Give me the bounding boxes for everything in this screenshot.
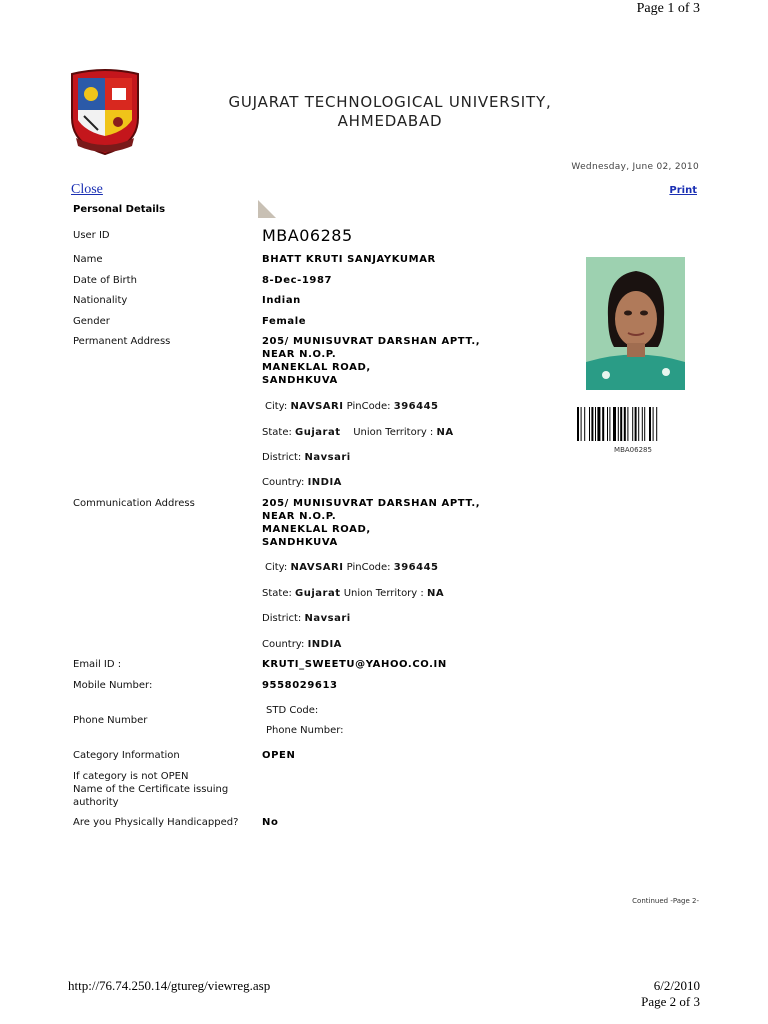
user-id-label: User ID xyxy=(73,230,110,241)
close-link[interactable]: Close xyxy=(71,182,103,197)
permanent-state-row: State: Gujarat Union Territory : NA xyxy=(262,427,454,438)
communication-country-row: Country: INDIA xyxy=(262,639,342,650)
gender-value: Female xyxy=(262,316,307,327)
permanent-pincode: 396445 xyxy=(393,401,439,412)
section-title: Personal Details xyxy=(73,204,166,215)
footer-page: Page 2 of 3 xyxy=(641,994,700,1009)
barcode-text: MBA06285 xyxy=(614,446,652,454)
permanent-country: INDIA xyxy=(307,477,342,488)
permanent-address-line: SANDHKUVA xyxy=(262,375,338,386)
std-code-label: STD Code: xyxy=(266,705,319,716)
permanent-state: Gujarat xyxy=(295,427,341,438)
footer-url: http://76.74.250.14/gtureg/viewreg.asp xyxy=(68,978,271,993)
nationality-label: Nationality xyxy=(73,295,128,306)
nationality-value: Indian xyxy=(262,295,301,306)
communication-address-line: MANEKLAL ROAD, xyxy=(262,524,371,535)
date-text: Wednesday, June 02, 2010 xyxy=(571,162,699,172)
continued-text: Continued -Page 2- xyxy=(632,897,699,905)
permanent-address-label: Permanent Address xyxy=(73,336,171,347)
university-title xyxy=(150,93,630,131)
permanent-address-line: NEAR N.O.P. xyxy=(262,349,337,360)
permanent-city-row: City: NAVSARI PinCode: 396445 xyxy=(265,401,439,412)
communication-state: Gujarat xyxy=(295,588,341,599)
communication-pincode: 396445 xyxy=(393,562,439,573)
permanent-district-row: District: Navsari xyxy=(262,452,351,463)
university-crest-icon xyxy=(66,66,144,156)
email-value: KRUTI_SWEETU@YAHOO.CO.IN xyxy=(262,659,447,670)
communication-city-row: City: NAVSARI PinCode: 396445 xyxy=(265,562,439,573)
communication-country: INDIA xyxy=(307,639,342,650)
communication-address-line: SANDHKUVA xyxy=(262,537,338,548)
phone-number-label: Phone Number: xyxy=(266,725,344,736)
print-link[interactable]: Print xyxy=(669,185,697,196)
mobile-value: 9558029613 xyxy=(262,680,338,691)
communication-address-line: 205/ MUNISUVRAT DARSHAN APTT., xyxy=(262,498,481,509)
name-value: BHATT KRUTI SANJAYKUMAR xyxy=(262,254,436,265)
dob-label: Date of Birth xyxy=(73,275,137,286)
name-label: Name xyxy=(73,254,103,265)
communication-city: NAVSARI xyxy=(290,562,344,573)
user-id-value: MBA06285 xyxy=(262,226,353,245)
communication-address-label: Communication Address xyxy=(73,498,195,509)
category-label: Category Information xyxy=(73,750,180,761)
email-label: Email ID : xyxy=(73,659,122,670)
permanent-address-line: 205/ MUNISUVRAT DARSHAN APTT., xyxy=(262,336,481,347)
corner-triangle-icon xyxy=(258,200,276,222)
communication-ut: NA xyxy=(426,588,445,599)
permanent-district: Navsari xyxy=(304,452,351,463)
communication-address-line: NEAR N.O.P. xyxy=(262,511,337,522)
handicapped-label: Are you Physically Handicapped? xyxy=(73,817,239,828)
dob-value: 8-Dec-1987 xyxy=(262,275,333,286)
mobile-label: Mobile Number: xyxy=(73,680,153,691)
permanent-ut: NA xyxy=(436,427,454,438)
permanent-country-row: Country: INDIA xyxy=(262,477,342,488)
page-header: Page 1 of 3 xyxy=(636,1,700,16)
communication-district: Navsari xyxy=(304,613,351,624)
phone-label: Phone Number xyxy=(73,715,148,726)
gender-label: Gender xyxy=(73,316,110,327)
barcode-icon xyxy=(577,407,689,441)
certificate-label: If category is not OPEN Name of the Certificate issuing authority xyxy=(73,771,229,808)
university-name: GUJARAT TECHNOLOGICAL UNIVERSITY, xyxy=(228,93,552,111)
communication-state-row: State: Gujarat Union Territory : NA xyxy=(262,588,445,599)
university-city: AHMEDABAD xyxy=(337,112,443,130)
footer-date: 6/2/2010 xyxy=(653,978,700,993)
applicant-photo xyxy=(586,257,685,390)
permanent-city: NAVSARI xyxy=(290,401,344,412)
permanent-address-line: MANEKLAL ROAD, xyxy=(262,362,371,373)
communication-district-row: District: Navsari xyxy=(262,613,351,624)
handicapped-value: No xyxy=(262,817,279,828)
category-value: OPEN xyxy=(262,750,296,761)
